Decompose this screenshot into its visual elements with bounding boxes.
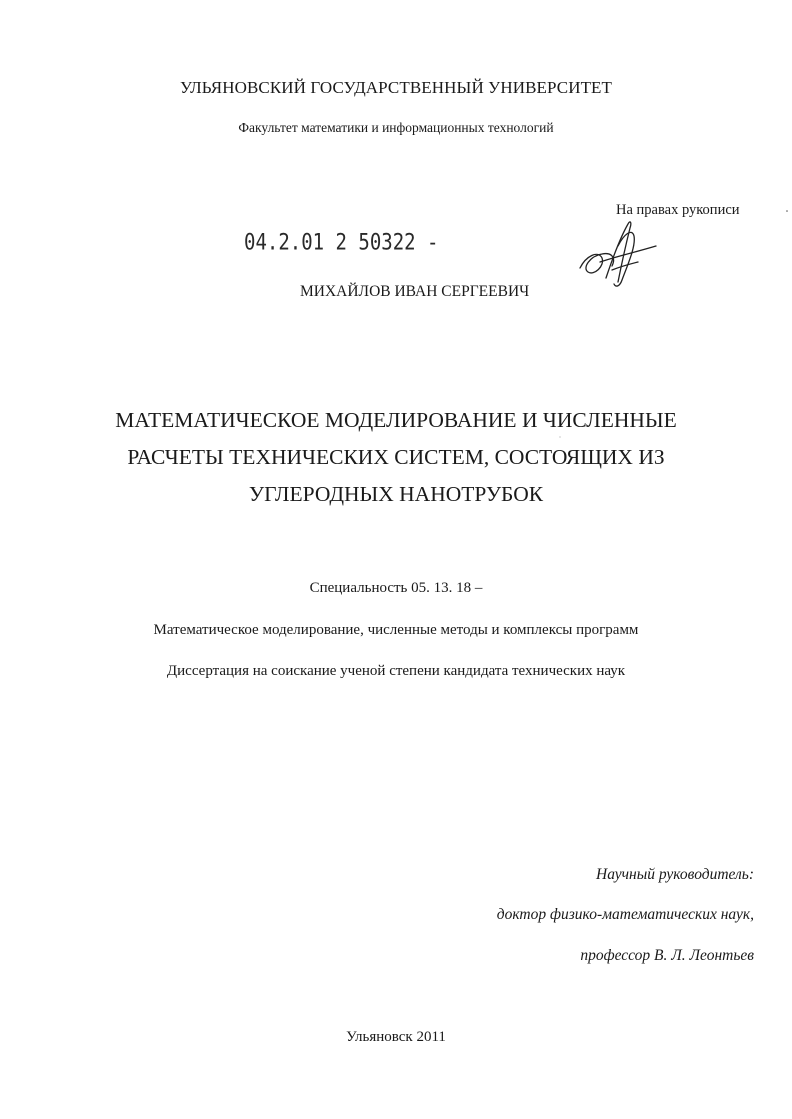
university-name: УЛЬЯНОВСКИЙ ГОСУДАРСТВЕННЫЙ УНИВЕРСИТЕТ: [179, 78, 613, 97]
title-line: УГЛЕРОДНЫХ НАНОТРУБОК: [248, 482, 544, 506]
signature-icon: [572, 216, 662, 292]
city-year: Ульяновск 2011: [346, 1029, 446, 1045]
dissertation-title: [0, 402, 792, 513]
advisor-degree: доктор физико-математических наук,: [496, 906, 754, 923]
specialty-name: Математическое моделирование, численные методы и комплексы программ: [153, 622, 639, 638]
title-line: МАТЕМАТИЧЕСКОЕ МОДЕЛИРОВАНИЕ И ЧИСЛЕННЫЕ: [115, 408, 677, 432]
title-line: РАСЧЕТЫ ТЕХНИЧЕСКИХ СИСТЕМ, СОСТОЯЩИХ ИЗ: [127, 445, 665, 469]
faculty-name: Факультет математики и информационных технологий: [238, 120, 554, 135]
specialty-code: Специальность 05. 13. 18 –: [309, 580, 483, 596]
author-name: МИХАЙЛОВ ИВАН СЕРГЕЕВИЧ: [300, 283, 530, 300]
advisor-name: профессор В. Л. Леонтьев: [580, 947, 754, 964]
advisor-label: Научный руководитель:: [596, 866, 754, 883]
manuscript-note: На правах рукописи: [616, 202, 740, 218]
degree-statement: Диссертация на соискание ученой степени кандидата технических наук: [166, 663, 626, 679]
registration-stamp: 04.2.01 2 50322 -: [244, 230, 439, 256]
